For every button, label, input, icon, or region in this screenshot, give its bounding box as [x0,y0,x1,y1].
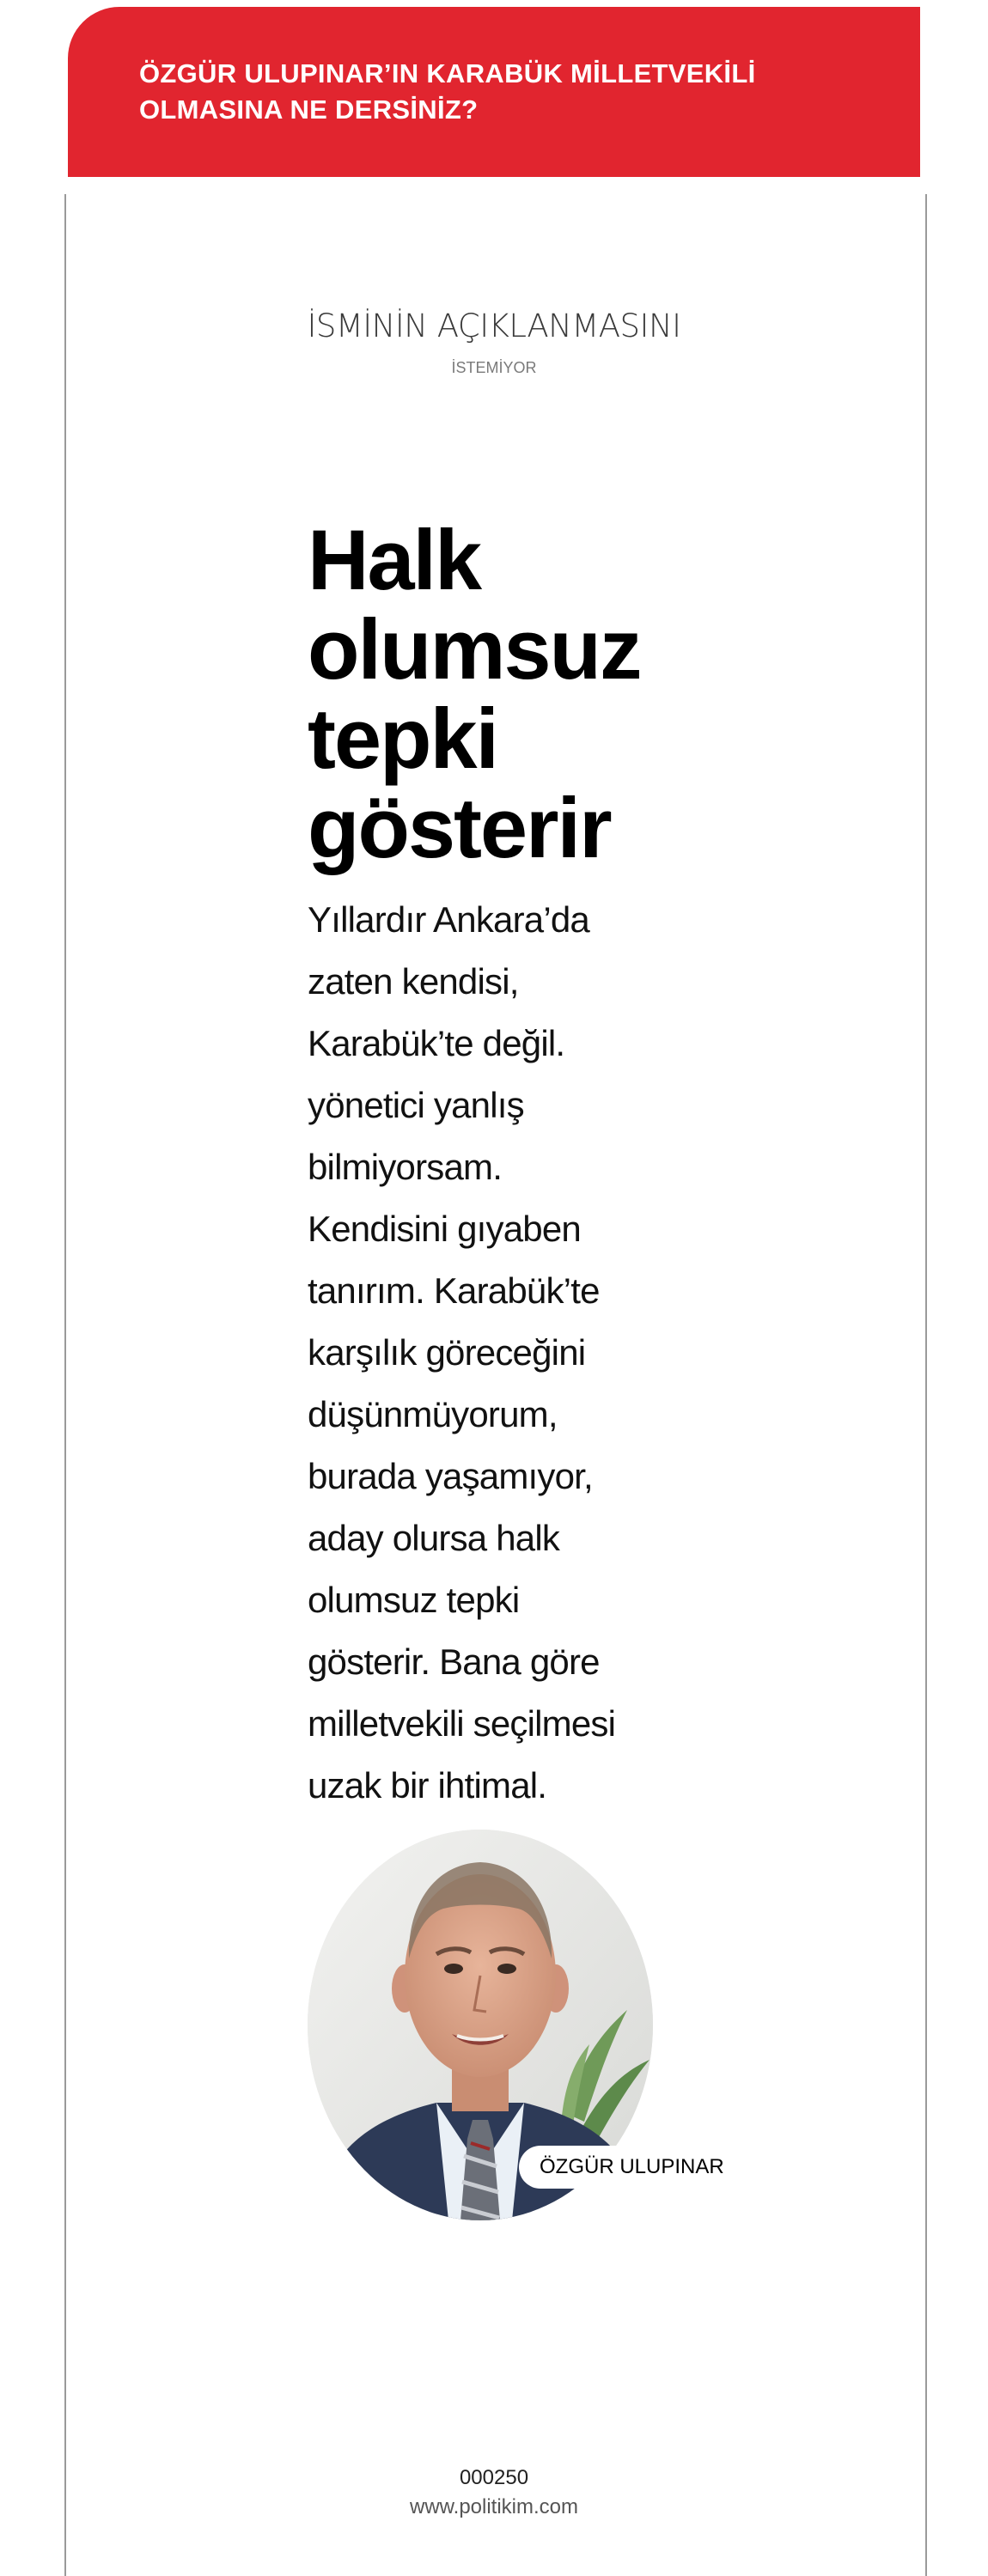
body-line: milletvekili seçilmesi [308,1703,616,1744]
body-line: burada yaşamıyor, [308,1456,593,1496]
footer-url: www.politikim.com [409,2495,579,2518]
header-banner [68,7,920,177]
headline-line: olumsuz [308,601,641,697]
headline-line: gösterir [308,780,611,875]
right-frame-divider [925,194,927,2576]
body-line: olumsuz tepki [308,1580,520,1620]
body-line: düşünmüyorum, [308,1394,558,1434]
portrait-caption: ÖZGÜR ULUPINAR [519,2146,745,2189]
body-line: gösterir. Bana göre [308,1641,600,1682]
headline-line: tepki [308,691,498,786]
headline-line: Halk [308,512,481,607]
body-line: Yıllardır Ankara’da [308,899,589,940]
respondent-subtitle: İSTEMİYOR [451,359,537,376]
article-body [308,889,668,1817]
header-title-line-1: ÖZGÜR ULUPINAR’IN KARABÜK MİLLETVEKİLİ [139,58,756,88]
body-line: yönetici yanlış [308,1085,524,1125]
header-title [139,56,878,128]
body-line: tanırım. Karabük’te [308,1270,600,1311]
body-line: aday olursa halk [308,1518,560,1558]
respondent-name: İSMİNİN AÇIKLANMASINI [307,308,681,344]
body-line: karşılık göreceğini [308,1332,586,1373]
body-line: uzak bir ihtimal. [308,1765,547,1806]
header-title-line-2: OLMASINA NE DERSİNİZ? [139,94,479,125]
body-line: zaten kendisi, [308,961,519,1002]
body-line: Karabük’te değil. [308,1023,565,1063]
body-line: Kendisini gıyaben [308,1209,581,1249]
footer-code: 000250 [459,2466,529,2489]
left-frame-divider [64,194,66,2576]
body-line: bilmiyorsam. [308,1147,503,1187]
article-headline [308,512,668,875]
